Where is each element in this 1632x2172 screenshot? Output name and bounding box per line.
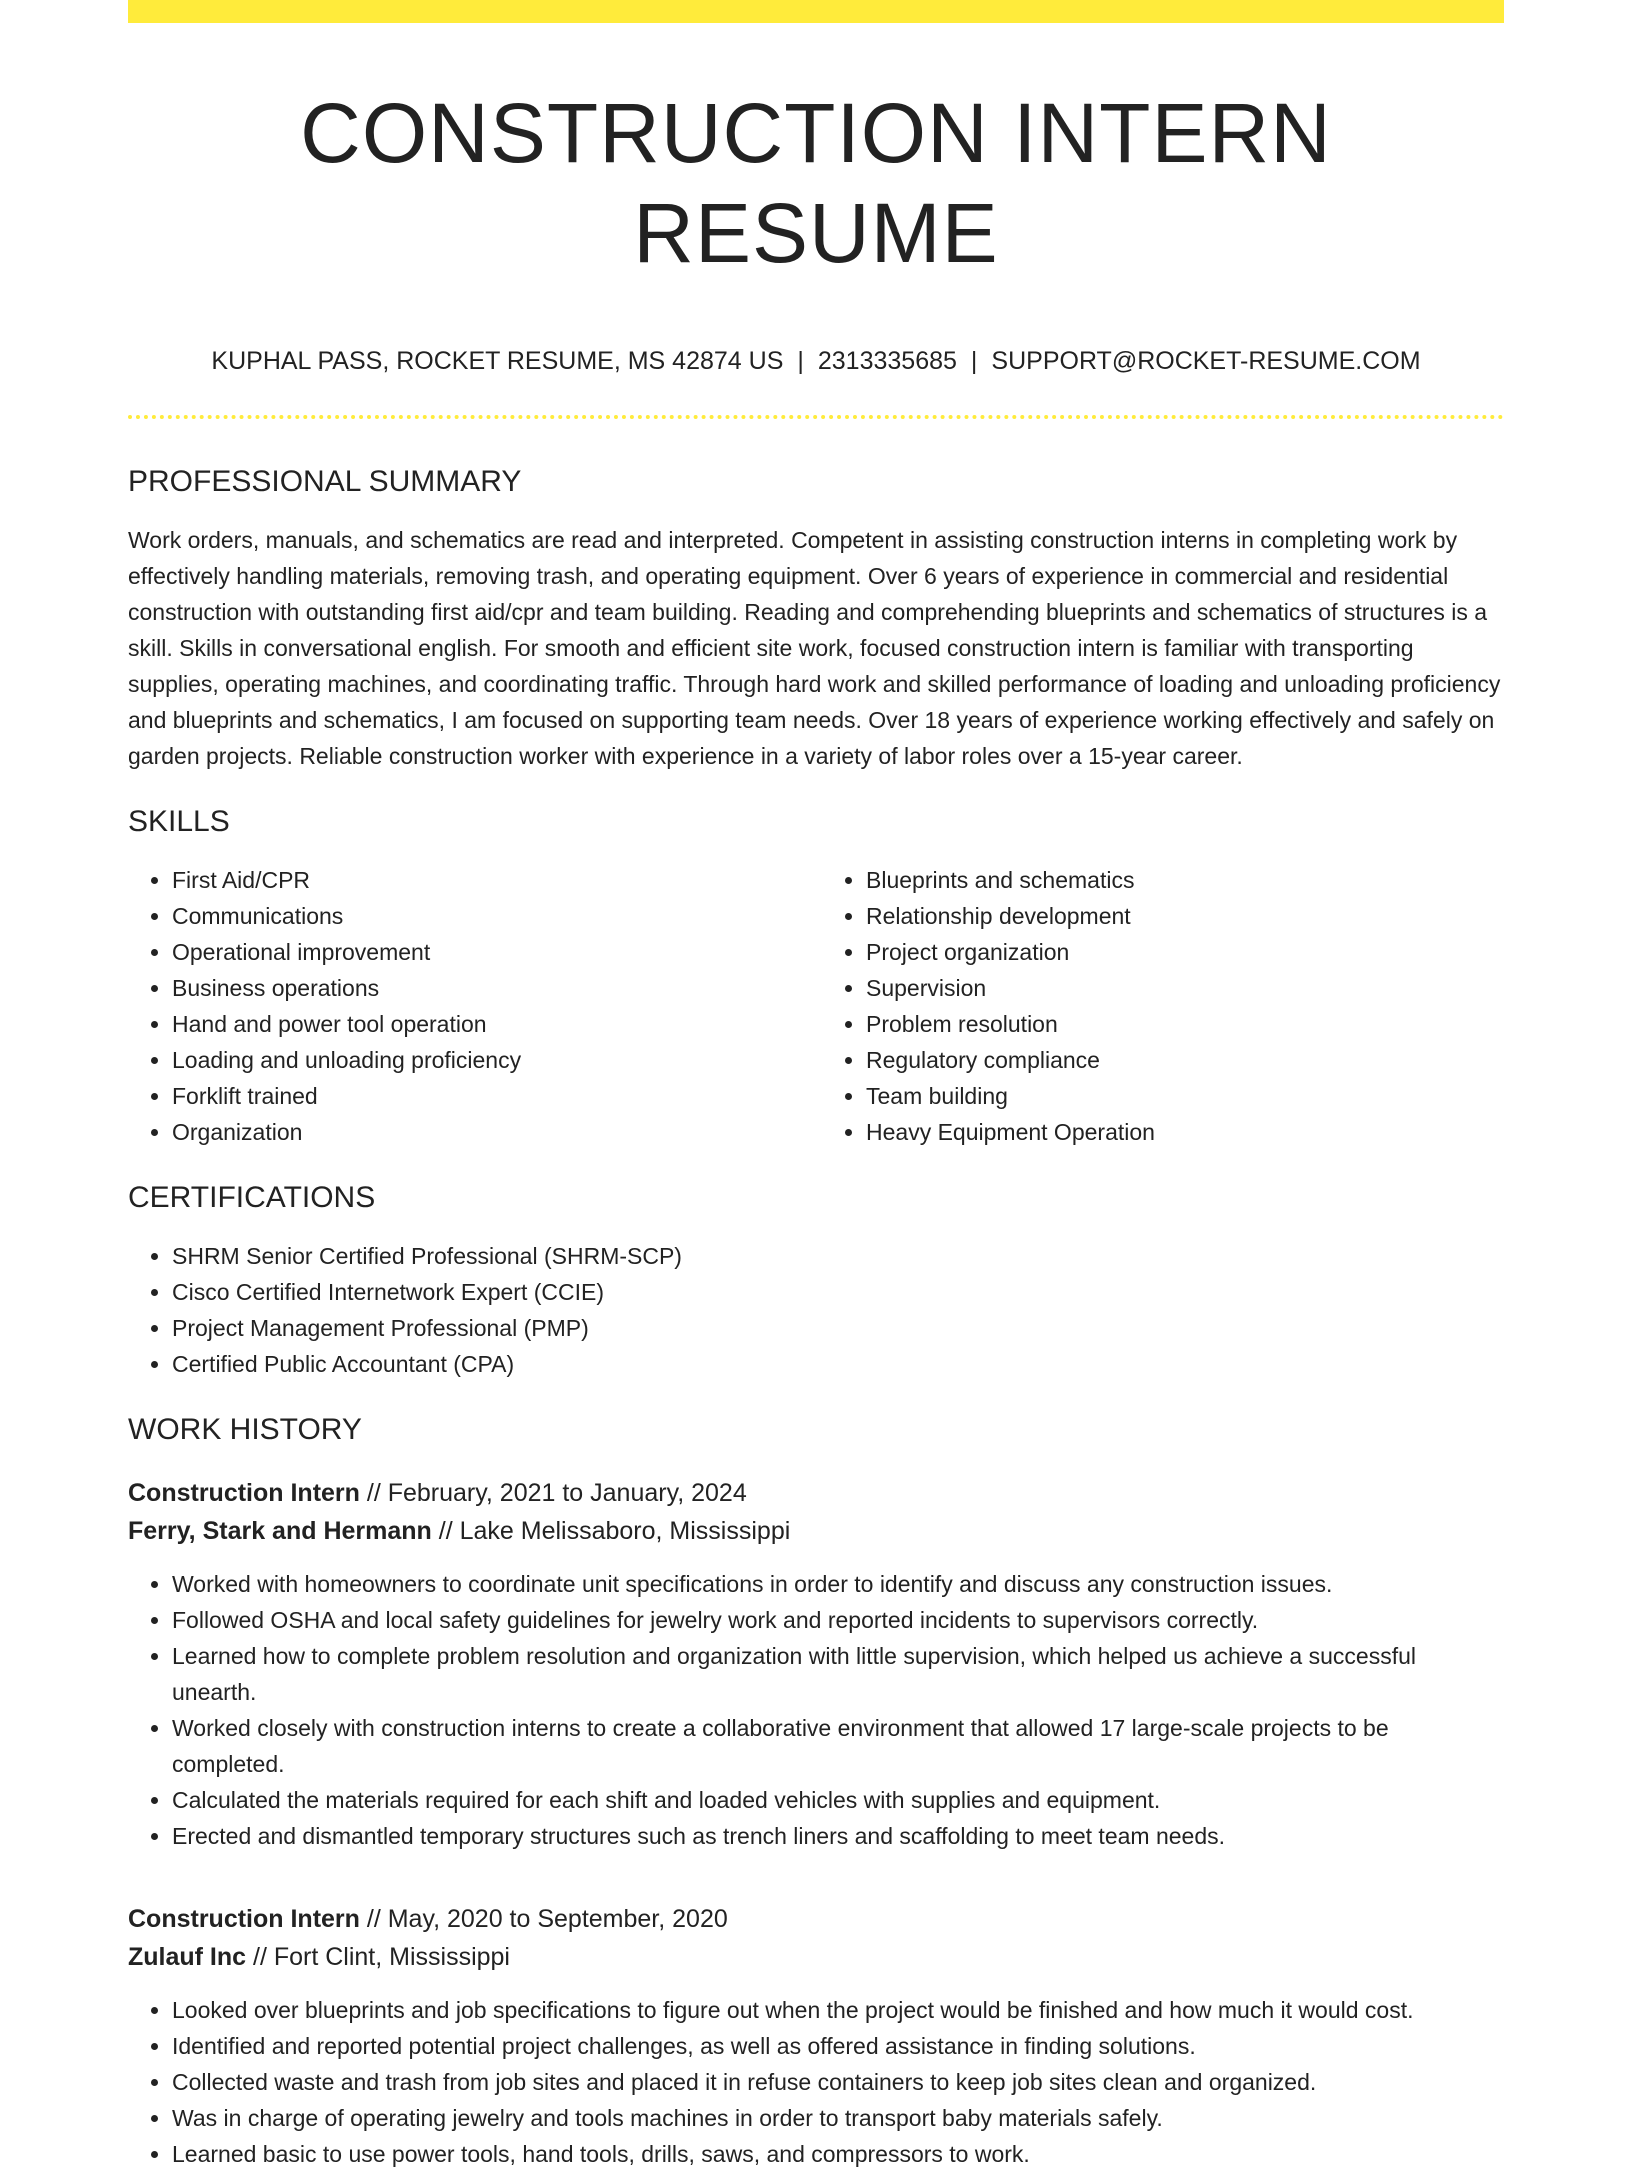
skill-item: • Operational improvement [172, 934, 816, 970]
job-title-line [128, 1900, 1504, 1938]
job-bullet: • Calculated the materials required for each shift and loaded vehicles with supplies and equipment. [172, 1782, 1504, 1818]
job-company-line [128, 1512, 1504, 1550]
skills-heading: SKILLS [128, 805, 230, 838]
certification-item: • Cisco Certified Internetwork Expert (CCIE) [172, 1274, 1504, 1310]
job-bullet: • Collected waste and trash from job sites and placed it in refuse containers to keep job sites clean and organized. [172, 2064, 1504, 2100]
skill-item: • Heavy Equipment Operation [866, 1114, 1504, 1150]
job-location: // Fort Clint, Mississippi [246, 1943, 510, 1971]
job-bullet: • Was in charge of operating jewelry and tools machines in order to transport baby materials safely. [172, 2100, 1504, 2136]
accent-top-bar [128, 0, 1504, 23]
certification-item: • Certified Public Accountant (CPA) [172, 1346, 1504, 1382]
job-bullet: • Worked with homeowners to coordinate unit specifications in order to identify and discuss any construction issues. [172, 1566, 1504, 1602]
contact-phone: 2313335685 [817, 347, 957, 375]
resume-title: CONSTRUCTION INTERN RESUME [300, 86, 1332, 280]
skill-item: • First Aid/CPR [172, 862, 816, 898]
job-company: Ferry, Stark and Hermann [128, 1517, 432, 1545]
contact-separator: | [797, 347, 804, 375]
resume-page [128, 0, 1504, 2172]
certifications-heading: CERTIFICATIONS [128, 1181, 376, 1214]
skill-item: • Supervision [866, 970, 1504, 1006]
skills-columns [128, 862, 1504, 1150]
job-bullet: • Worked closely with construction interns to create a collaborative environment that allowed 17 large-scale projects to be completed. [172, 1710, 1504, 1782]
job-title: Construction Intern [128, 1479, 360, 1507]
certification-item: • Project Management Professional (PMP) [172, 1310, 1504, 1346]
job-bullet: • Identified and reported potential project challenges, as well as offered assistance in finding solutions. [172, 2028, 1504, 2064]
job-entry [128, 1474, 1504, 1854]
skill-item: • Relationship development [866, 898, 1504, 934]
dotted-divider [128, 415, 1504, 419]
job-bullet: • Looked over blueprints and job specifications to figure out when the project would be finished and how much it would cost. [172, 1992, 1504, 2028]
contact-separator: | [970, 347, 978, 375]
skill-item: • Problem resolution [866, 1006, 1504, 1042]
job-dates: // May, 2020 to September, 2020 [359, 1905, 728, 1933]
skill-item: • Project organization [866, 934, 1504, 970]
job-location: // Lake Melissaboro, Mississippi [431, 1517, 791, 1545]
job-bullet: • Followed OSHA and local safety guidelines for jewelry work and reported incidents to supervisors correctly. [172, 1602, 1504, 1638]
job-bullet: • Learned basic to use power tools, hand tools, drills, saws, and compressors to work. [172, 2136, 1504, 2172]
certifications-list [128, 1238, 1504, 1382]
job-bullet: • Learned how to complete problem resolution and organization with little supervision, which helped us achieve a successful unearth. [172, 1638, 1504, 1710]
skills-list-right [816, 862, 1504, 1150]
job-bullet-list [128, 1566, 1504, 1854]
skill-item: • Communications [172, 898, 816, 934]
contact-line [128, 345, 1504, 377]
job-dates: // February, 2021 to January, 2024 [359, 1479, 747, 1507]
skill-item: • Loading and unloading proficiency [172, 1042, 816, 1078]
job-title-line [128, 1474, 1504, 1512]
skill-item: • Team building [866, 1078, 1504, 1114]
job-bullet-list [128, 1992, 1504, 2172]
skill-item: • Hand and power tool operation [172, 1006, 816, 1042]
skill-item: • Organization [172, 1114, 816, 1150]
contact-address: KUPHAL PASS, ROCKET RESUME, MS 42874 US [211, 347, 784, 375]
skills-list-left [128, 862, 816, 1150]
work-history-heading: WORK HISTORY [128, 1413, 362, 1446]
summary-heading: PROFESSIONAL SUMMARY [128, 465, 522, 498]
skill-item: • Business operations [172, 970, 816, 1006]
skill-item: • Blueprints and schematics [866, 862, 1504, 898]
summary-text: Work orders, manuals, and schematics are read and interpreted. Competent in assisting construction interns in completing work by effectively handling materials, removing trash, and operating equipment. Over 6 years of experience in commercial and residential construction with outstanding first aid/cpr and team building. Reading and comprehending blueprints and schematics of structures is a skill. Skills in conversational english. For smooth and efficient site work, focused construction intern is familiar with transporting supplies, operating machines, and coordinating traffic. Through hard work and skilled performance of loading and unloading proficiency and blueprints and schematics, I am focused on supporting team needs. Over 18 years of experience working effectively and safely on garden projects. Reliable construction worker with experience in a variety of labor roles over a 15-year career. [128, 527, 1501, 769]
job-entry [128, 1900, 1504, 2172]
skill-item: • Regulatory compliance [866, 1042, 1504, 1078]
skill-item: • Forklift trained [172, 1078, 816, 1114]
contact-email: SUPPORT@ROCKET-RESUME.COM [991, 347, 1421, 375]
job-company: Zulauf Inc [128, 1943, 247, 1971]
job-bullet: • Erected and dismantled temporary structures such as trench liners and scaffolding to meet team needs. [172, 1818, 1504, 1854]
job-title: Construction Intern [128, 1905, 360, 1933]
job-company-line [128, 1938, 1504, 1976]
certification-item: • SHRM Senior Certified Professional (SHRM-SCP) [172, 1238, 1504, 1274]
